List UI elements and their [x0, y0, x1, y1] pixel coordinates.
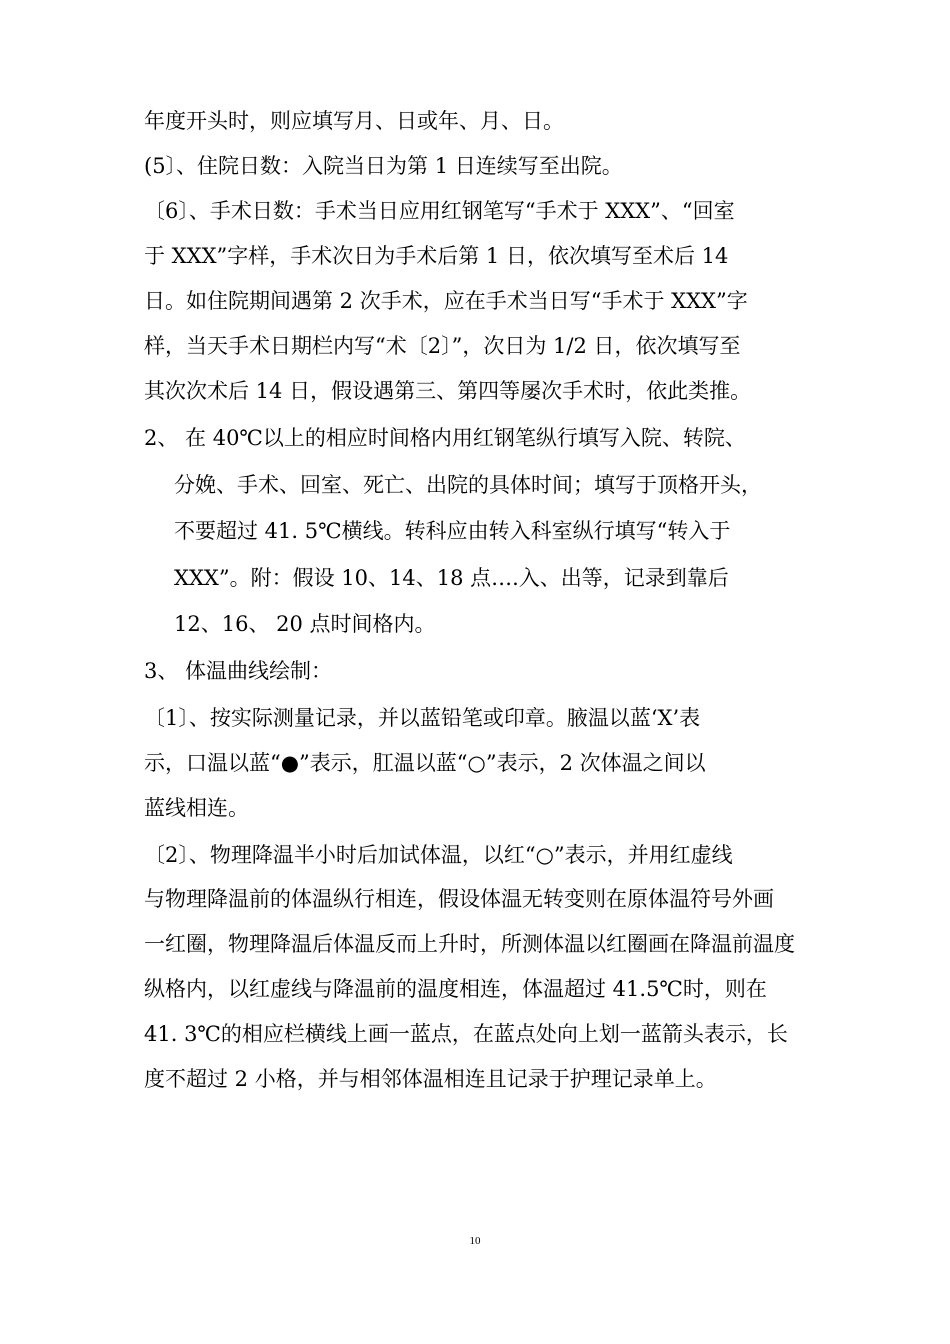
- list-item-2-line-2: 分娩、手术、回室、死亡、出院的具体时间；填写于顶格开头，: [174, 473, 762, 497]
- text-line-4: 于 XXX”字样，手术次日为手术后第 1 日，依次填写至术后 14: [144, 244, 729, 268]
- list-item-2-line-5: 12、16、 20 点时间格内。: [174, 612, 436, 636]
- text-line-21: 41. 3℃的相应栏横线上画一蓝点，在蓝点处向上划一蓝箭头表示，长: [144, 1022, 788, 1046]
- text-line-1: 年度开头时，则应填写月、日或年、月、日。: [144, 109, 564, 133]
- list-item-3-heading: 3、 体温曲线绘制：: [144, 659, 333, 683]
- text-line-22: 度不超过 2 小格，并与相邻体温相连且记录于护理记录单上。: [144, 1067, 717, 1091]
- text-line-16: 蓝线相连。: [144, 796, 249, 820]
- list-item-2-line-1: 2、 在 40℃以上的相应时间格内用红钢笔纵行填写入院、转院、: [144, 426, 746, 450]
- text-line-7: 其次次术后 14 日，假设遇第三、第四等屡次手术时，依此类推。: [144, 379, 752, 403]
- text-line-19: 一红圈，物理降温后体温反而上升时，所测体温以红圈画在降温前温度: [144, 932, 795, 956]
- text-line-5: 日。如住院期间遇第 2 次手术，应在手术当日写“手术于 XXX”字: [144, 289, 748, 313]
- text-line-14: 〔1〕、按实际测量记录，并以蓝铅笔或印章。腋温以蓝‘X’表: [144, 706, 701, 730]
- text-line-18: 与物理降温前的体温纵行相连，假设体温无转变则在原体温符号外画: [144, 887, 774, 911]
- text-line-2: (5〕、住院日数：入院当日为第 1 日连续写至出院。: [144, 154, 623, 178]
- text-line-20: 纵格内，以红虚线与降温前的温度相连，体温超过 41.5℃时，则在: [144, 977, 767, 1001]
- text-line-17: 〔2〕、物理降温半小时后加试体温，以红“○”表示，并用红虚线: [144, 843, 733, 867]
- text-line-6: 样，当天手术日期栏内写“术〔2〕”，次日为 1/2 日，依次填写至: [144, 334, 741, 358]
- text-line-15: 示，口温以蓝“●”表示，肛温以蓝“○”表示，2 次体温之间以: [144, 751, 706, 775]
- page-number: 10: [469, 1235, 481, 1247]
- list-item-2-line-4: XXX”。附：假设 10、14、18 点….入、出等，记录到靠后: [174, 566, 729, 590]
- text-line-3: 〔6〕、手术日数：手术当日应用红钢笔写“手术于 XXX”、“回室: [144, 199, 735, 223]
- list-item-2-line-3: 不要超过 41. 5℃横线。转科应由转入科室纵行填写“转入于: [174, 519, 731, 543]
